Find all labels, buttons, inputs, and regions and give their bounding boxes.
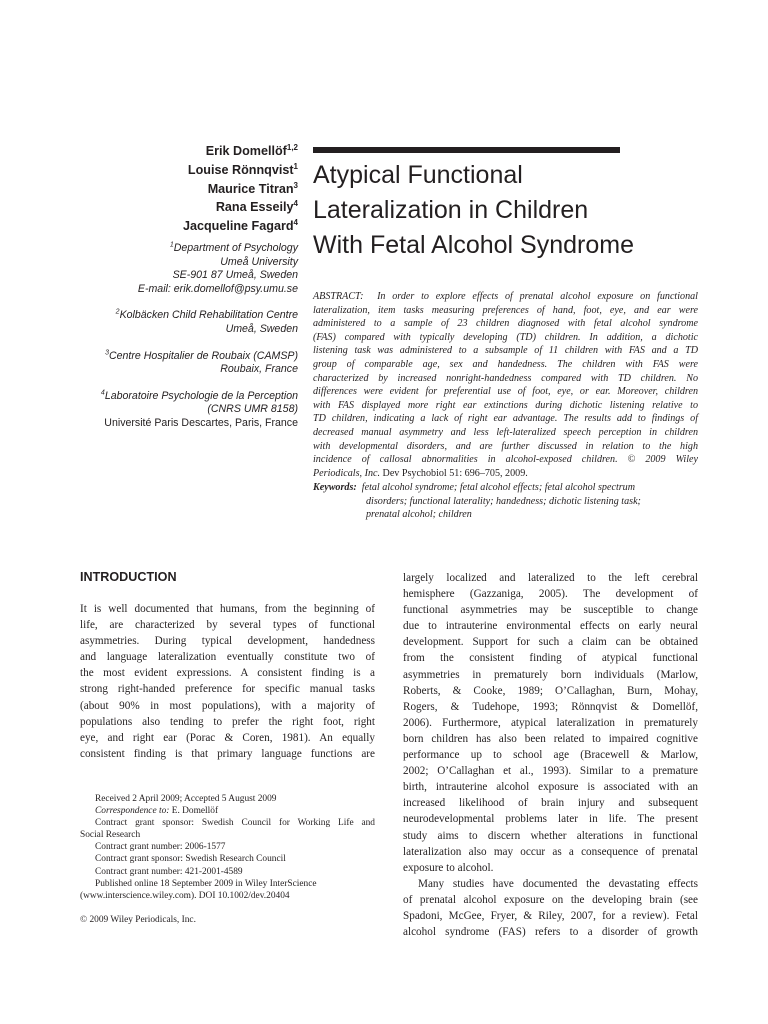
affiliations bbox=[60, 242, 298, 444]
affiliation: $^2$Kolbäcken Child Rehabilitation Centre Umeå, Sweden bbox=[115, 308, 298, 335]
author: Erik Domellöf$^{1,2}$ bbox=[205, 142, 298, 158]
author-email: E-mail: erik.domellof@psy.umu.se bbox=[137, 282, 298, 295]
body-column-right: largely localized and lateralized to the left cerebral hemisphere (Gazzaniga, 2005). The development of functional asymmetries may be susceptible to change due to intrauterine environmental effects on early neural development. Support for such a claim can be obtained from the consistent finding of atypical functional asymmetries in prematurely born individuals (Marlow, Roberts, & Cooke, 1989; O’Callaghan, Burn, Mohay, Rogers, & Tudehope, 1993; Rönnqvist & Domellöf, 2006). Furthermore, atypical lateralization in prematurely born children has also been related to impaired cognitive performance up to school age (Bracewell & Marlow, 2002; O’Callaghan et al., 1993). Similar to a premature birth, intrauterine alcohol exposure is associated with an increased likelihood of brain injury and subsequent neurodevelopmental problems later in life. The present study aims to discern whether alterations in functional lateralization also may occur as a consequence of prenatal exposure to alcohol. Many studies have documented the devastating effects of prenatal alcohol exposure on the developing brain (see Spadoni, McGee, Fryer, & Riley, 2007, for a review). Fetal alcohol syndrome (FAS) refers to a disorder of growth bbox=[403, 572, 698, 939]
keywords-label: Keywords: bbox=[313, 482, 357, 493]
abstract: ABSTRACT: In order to explore effects of prenatal alcohol exposure on functional lateralization, item tasks measuring preferences of hand, foot, eye, and ear were administered to a sample of 23 children diagnosed with fetal alcohol syndrome (FAS) compared with typically developing (TD) children. In addition, a dichotic listening task was administered to a subsample of 11 children with FAS and a TD group of comparable age, sex and handedness. The children with FAS were characterized by increased nonright-handedness compared with TD children. No differences were evident for preferential use of foot, eye, or ear. Moreover, children with FAS displayed more right ear extinctions during dichotic listening relative to TD children, indicating a lack of right ear advantage. The results add to findings of decreased manual asymmetry and less left-lateralized speech perception in children with developmental disorders, and are further discussed in relation to the high incidence of callosal abnormalities in alcohol-exposed children. © 2009 Wiley Periodicals, Inc. Dev Psychobiol 51: 696–705, 2009. bbox=[313, 291, 698, 479]
title-rule bbox=[313, 147, 620, 153]
article-title: Atypical Functional Lateralization in Children With Fetal Alcohol Syndrome bbox=[313, 161, 634, 259]
affiliation: $^1$Department of Psychology Umeå University SE-901 87 Umeå, Sweden E-mail: erik.domellof@psy.umu.se bbox=[60, 242, 298, 296]
abstract-label: ABSTRACT: bbox=[313, 291, 364, 302]
keywords: Keywords: fetal alcohol syndrome; fetal alcohol effects; fetal alcohol spectrum disorders; functional laterality; handedness; dichotic listening task; prenatal alcohol; children bbox=[313, 482, 641, 521]
affiliation: $^3$Centre Hospitalier de Roubaix (CAMSP) Roubaix, France bbox=[105, 349, 298, 376]
journal-citation: Dev Psychobiol 51: 696–705, 2009. bbox=[380, 467, 528, 479]
affiliation: $^4$Laboratoire Psychologie de la Perception (CNRS UMR 8158) Université Paris Descartes, Paris, France bbox=[100, 389, 298, 429]
section-heading: INTRODUCTION bbox=[80, 570, 177, 584]
author: Maurice Titran$^3$ bbox=[207, 180, 298, 196]
author-list bbox=[60, 142, 298, 236]
footnotes: Received 2 April 2009; Accepted 5 August 2009 Correspondence to: E. Domellöf Contract grant sponsor: Swedish Council for Working Life and Social Research Contract grant number: 2006-1577 Contract grant sponsor: Swedish Research Council Contract grant number: 421-2001-4589 Published online 18 September 2009 in Wiley InterScience (www.interscience.wiley.com). DOI 10.1002/dev.20404 bbox=[80, 794, 375, 901]
author: Jacqueline Fagard$^4$ bbox=[182, 218, 298, 234]
copyright-notice: © 2009 Wiley Periodicals, Inc. bbox=[80, 915, 196, 925]
author: Rana Esseily$^4$ bbox=[215, 199, 298, 215]
body-column-left: It is well documented that humans, from the beginning of life, are characterized by several types of functional asymmetries. During typical development, handedness and language lateralization eventually constitute two of the most evident expressions. A consistent finding is a strong right-handed preference for specific manual tasks (about 90% in most populations), with a majority of populations also tending to prefer the right foot, right eye, and right ear (Porac & Coren, 1981). An equally consistent finding is that primary language functions are bbox=[80, 603, 375, 760]
author: Louise Rönnqvist$^1$ bbox=[187, 161, 298, 177]
